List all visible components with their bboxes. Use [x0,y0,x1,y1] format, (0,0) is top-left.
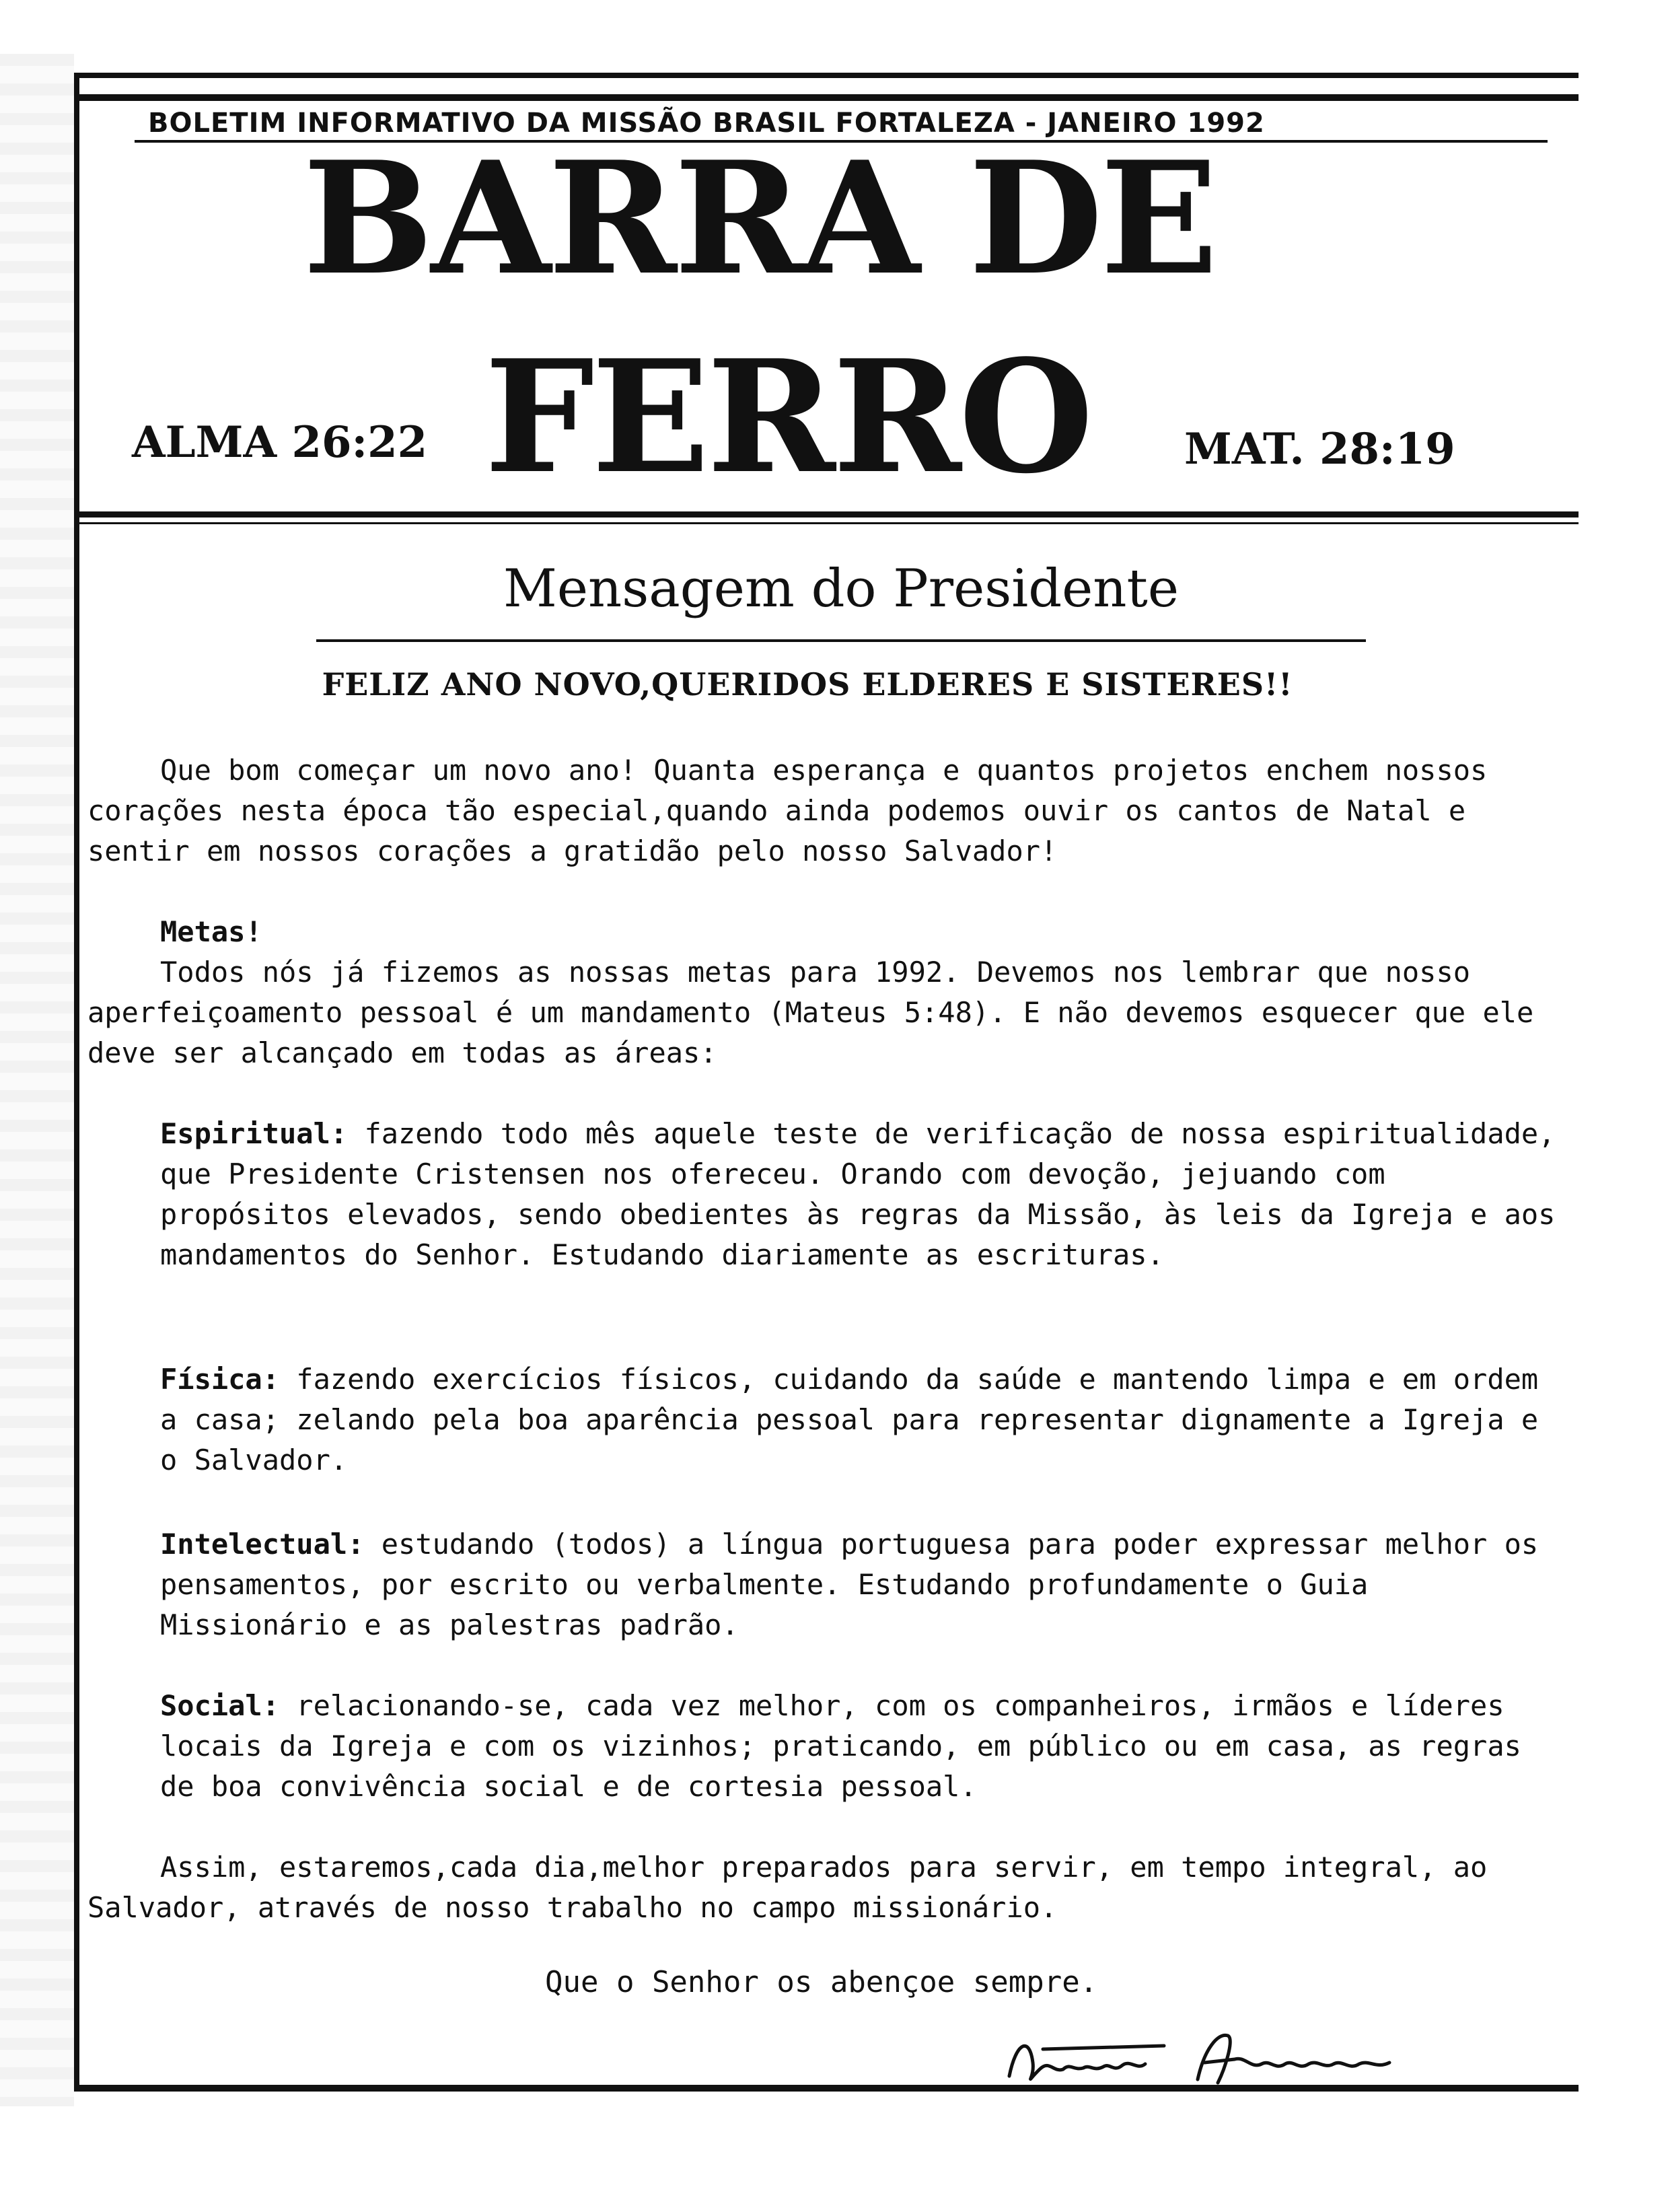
closing-line: Que o Senhor os abençoe sempre. [545,1965,1098,1999]
area-text: estudando (todos) a língua portuguesa para poder expressar melhor os pensamentos, por escrito ou verbalmente. Estudando profundamente o Guia Missionário e as palestras padrão. [160,1528,1539,1641]
area-text: relacionando-se, cada vez melhor, com os companheiros, irmãos e líderes locais da Igreja e com os vizinhos; praticando, em público ou em casa, as regras de boa convivência social e de cortesia pessoal. [160,1689,1521,1803]
masthead-bottom-rule-thick [79,511,1579,518]
bulletin-line: BOLETIM INFORMATIVO DA MISSÃO BRASIL FORTALEZA - JANEIRO 1992 [148,108,1265,139]
area-label: Social: [160,1689,280,1722]
scripture-reference-left: ALMA 26:22 [132,417,428,468]
area-physical [87,1359,1568,1480]
area-social [87,1686,1568,1807]
area-text: fazendo exercícios físicos, cuidando da saúde e mantendo limpa e em ordem a casa; zelando pela boa aparência pessoal para representar dignamente a Igreja e o Salvador. [160,1363,1539,1476]
goals-text: Todos nós já fizemos as nossas metas para 1992. Devemos nos lembrar que nosso aperfeiçoamento pessoal é um mandamento (Mateus 5:48). E não devemos esquecer que ele deve ser alcançado em todas as áreas: [87,956,1534,1069]
intro-paragraph [87,750,1568,871]
area-label: Espiritual: [160,1117,348,1150]
scripture-reference-right: MAT. 28:19 [1184,424,1455,474]
header-top-rule [79,94,1579,101]
goals-heading: Metas! [160,915,262,948]
area-spiritual [87,1114,1568,1275]
area-label: Intelectual: [160,1528,365,1561]
masthead-title-line-1: BARRA DE [303,128,1216,310]
bleed-through-background [0,54,74,2106]
greeting-heading: FELIZ ANO NOVO,QUERIDOS ELDERES E SISTERES!! [322,666,1293,703]
conclusion-paragraph [87,1847,1568,1928]
conclusion-text: Assim, estaremos,cada dia,melhor preparados para servir, em tempo integral, ao Salvador, através de nosso trabalho no campo missionário. [87,1851,1488,1924]
title-underline [316,639,1366,642]
area-text: fazendo todo mês aquele teste de verificação de nossa espiritualidade, que Presidente Cristensen nos ofereceu. Orando com devoção, jejuando com propósitos elevados, sendo obedientes às regras da Missão, às leis da Igreja e aos mandamentos do Senhor. Estudando diariamente as escrituras. [160,1117,1556,1271]
goals-paragraph [87,912,1568,1073]
area-intellectual [87,1524,1568,1645]
signature [1003,2022,1474,2096]
area-label: Física: [160,1363,280,1396]
intro-text: Que bom começar um novo ano! Quanta esperança e quantos projetos enchem nossos corações nesta época tão especial,quando ainda podemos ouvir os cantos de Natal e sentir em nossos corações a gratidão pelo nosso Salvador! [87,754,1488,867]
section-title: Mensagem do Presidente [503,559,1180,619]
masthead-bottom-rule-thin [79,522,1579,524]
masthead-title-line-2: FERRO [484,326,1091,508]
